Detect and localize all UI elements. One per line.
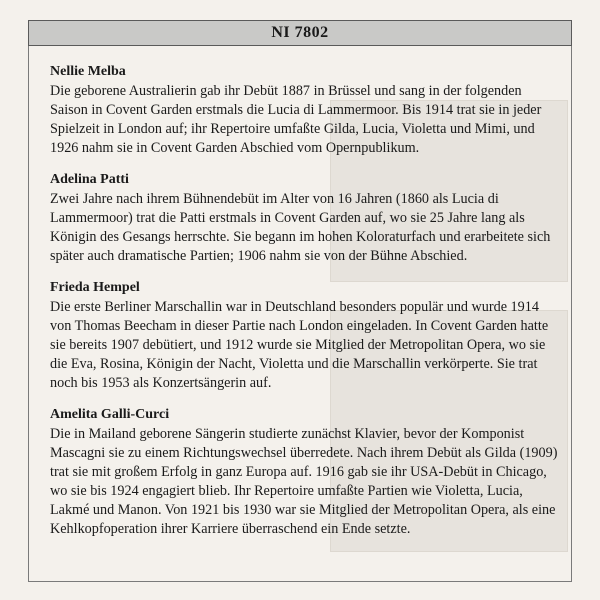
singer-name: Nellie Melba xyxy=(50,64,126,79)
catalog-number: NI 7802 xyxy=(271,24,329,41)
biography-entry xyxy=(50,170,562,266)
singer-biography: Die geborene Australierin gab ihr Debüt 1887 in Brüssel und sang in der folgenden Saison in Covent Garden erstmals die Lucia di Lammermoor. Bis 1914 trat sie in jeder Spielzeit in London auf; ihr Repertoire umfaßte Gilda, Lucia, Violetta und Mimi, und 1926 nahm sie in Covent Garden Abschied vom Opernpublikum. xyxy=(50,83,542,156)
singer-name: Frieda Hempel xyxy=(50,280,140,295)
singer-biography: Zwei Jahre nach ihrem Bühnendebüt im Alter von 16 Jahren (1860 als Lucia di Lammermoor) trat die Patti erstmals in Covent Garden auf, wo sie 25 Jahre lang als Königin des Gesangs herrschte. Sie begann im hohen Koloraturfach und erarbeitete sich später auch dramatische Partien; 1906 nahm sie von der Bühne Abschied. xyxy=(50,191,551,264)
singer-name: Adelina Patti xyxy=(50,172,129,187)
singer-biography: Die erste Berliner Marschallin war in Deutschland besonders populär und wurde 1914 von Thomas Beecham in dieser Partie nach London eingeladen. In Covent Garden hatte sie bereits 1907 debütiert, und 1912 wurde sie Mitglied der Metropolitan Opera, wo sie die Eva, Rosina, Königin der Nacht, Violetta und die Marschallin verkörperte. Sie trat noch bis 1953 als Konzertsängerin auf. xyxy=(50,299,549,391)
singer-name: Amelita Galli-Curci xyxy=(50,407,170,422)
biography-list xyxy=(50,62,562,551)
singer-biography: Die in Mailand geborene Sängerin studierte zunächst Klavier, bevor der Komponist Mascagni sie zu einem Richtungswechsel überredete. Nach ihrem Debüt als Gilda (1909) trat sie mit großem Erfolg in ganz Europa auf. 1916 gab sie ihr USA-Debüt in Chicago, wo sie bis 1924 engagiert blieb. Ihr Repertoire umfaßte Partien wie Violetta, Lucia, Lakmé und Manon. Von 1921 bis 1930 war sie Mitglied der Metropolitan Opera, als eine Kehlkopfoperation ihrer Karriere überraschend ein Ende setzte. xyxy=(50,426,558,537)
biography-entry xyxy=(50,405,562,539)
catalog-header xyxy=(28,20,572,46)
biography-entry xyxy=(50,278,562,393)
biography-entry xyxy=(50,62,562,158)
